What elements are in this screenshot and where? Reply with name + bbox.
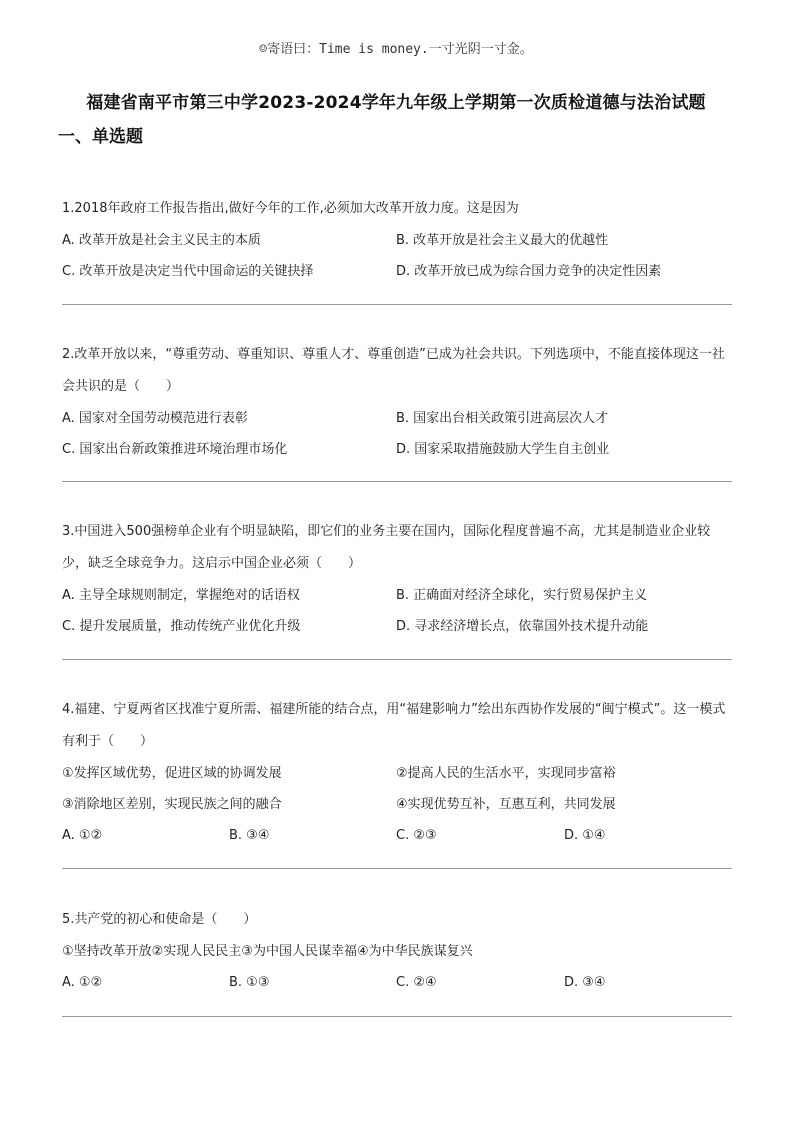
question-divider <box>62 1016 732 1017</box>
option-a: A. 主导全球规则制定，掌握绝对的话语权 <box>62 588 300 603</box>
option-a: A. ①② <box>62 828 103 843</box>
statement-line: ①坚持改革开放②实现人民民主③为中国人民谋幸福④为中华民族谋复兴 <box>62 944 473 959</box>
option-b: B. ①③ <box>229 975 270 990</box>
question-5 <box>62 904 732 998</box>
statement-4: ④实现优势互补，互惠互利，共同发展 <box>396 797 616 812</box>
option-d: D. ①④ <box>564 828 606 843</box>
option-d: D. 寻求经济增长点，依靠国外技术提升动能 <box>396 619 649 634</box>
document-title: 福建省南平市第三中学2023-2024学年九年级上学期第一次质检道德与法治试题 <box>86 93 706 113</box>
option-b: B. ③④ <box>229 828 270 843</box>
option-c: C. ②④ <box>396 975 437 990</box>
question-1 <box>62 193 732 287</box>
option-a: A. 国家对全国劳动模范进行表彰 <box>62 411 248 426</box>
header-motto: ☺寄语曰：Time is money.一寸光阴一寸金。 <box>259 42 533 57</box>
section-heading: 一、单选题 <box>58 127 143 147</box>
statement-1: ①发挥区域优势，促进区域的协调发展 <box>62 766 282 781</box>
statement-3: ③消除地区差别，实现民族之间的融合 <box>62 797 282 812</box>
question-divider <box>62 304 732 305</box>
option-c: C. ②③ <box>396 828 437 843</box>
statement-2: ②提高人民的生活水平，实现同步富裕 <box>396 766 616 781</box>
question-stem: 5.共产党的初心和使命是（ ） <box>62 912 257 927</box>
option-c: C. 国家出台新政策推进环境治理市场化 <box>62 442 288 457</box>
question-stem: 1.2018年政府工作报告指出,做好今年的工作,必须加大改革开放力度。这是因为 <box>62 201 519 216</box>
question-stem: 3.中国进入500强榜单企业有个明显缺陷，即它们的业务主要在国内，国际化程度普遍不高，尤其是制造业企业较少，缺乏全球竞争力。这启示中国企业必须（ ） <box>62 524 711 571</box>
question-4 <box>62 694 732 851</box>
question-2 <box>62 339 732 465</box>
option-b: B. 改革开放是社会主义最大的优越性 <box>396 233 609 248</box>
option-b: B. 国家出台相关政策引进高层次人才 <box>396 411 609 426</box>
option-c: C. 改革开放是决定当代中国命运的关键抉择 <box>62 264 314 279</box>
question-divider <box>62 868 732 869</box>
option-c: C. 提升发展质量，推动传统产业优化升级 <box>62 619 301 634</box>
option-d: D. 国家采取措施鼓励大学生自主创业 <box>396 442 610 457</box>
question-stem: 4.福建、宁夏两省区找准宁夏所需、福建所能的结合点，用“福建影响力”绘出东西协作发展的“闽宁模式”。这一模式有利于（ ） <box>62 702 726 749</box>
option-d: D. ③④ <box>564 975 606 990</box>
question-3 <box>62 516 732 642</box>
option-a: A. 改革开放是社会主义民主的本质 <box>62 233 261 248</box>
question-stem: 2.改革开放以来，“尊重劳动、尊重知识、尊重人才、尊重创造”已成为社会共识。下列选项中，不能直接体现这一社会共识的是（ ） <box>62 347 725 394</box>
question-divider <box>62 481 732 482</box>
option-b: B. 正确面对经济全球化，实行贸易保护主义 <box>396 588 648 603</box>
option-d: D. 改革开放已成为综合国力竞争的决定性因素 <box>396 264 662 279</box>
option-a: A. ①② <box>62 975 103 990</box>
question-divider <box>62 659 732 660</box>
